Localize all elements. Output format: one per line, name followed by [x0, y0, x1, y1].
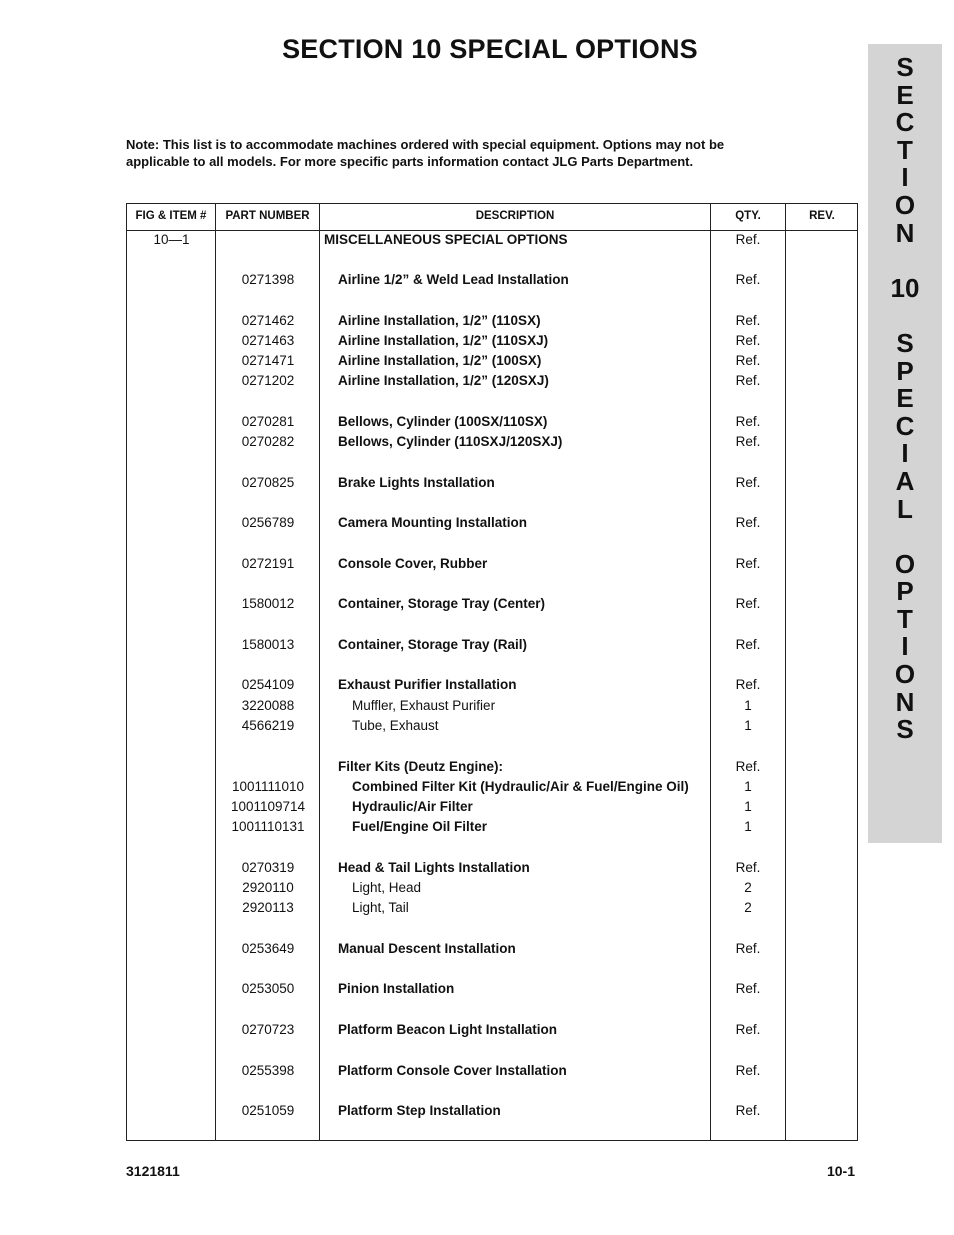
qty-cell: Ref. — [735, 1103, 761, 1118]
part-number-cell: 0270825 — [241, 475, 295, 490]
side-tab-char: S — [896, 52, 914, 82]
description-cell: Airline Installation, 1/2” (110SXJ) — [338, 333, 549, 348]
part-number-cell: 0271202 — [241, 373, 295, 388]
side-tab-char: O — [894, 189, 916, 220]
qty-cell: Ref. — [735, 272, 761, 287]
side-tab-char: T — [897, 603, 913, 634]
table-row — [127, 371, 857, 391]
qty-cell: Ref. — [735, 414, 761, 429]
table-row — [127, 554, 857, 574]
qty-cell: Ref. — [735, 1063, 761, 1078]
table-row — [127, 1061, 857, 1081]
table-row — [127, 797, 857, 817]
part-number-cell: 0270282 — [241, 434, 295, 449]
description-cell: Airline Installation, 1/2” (100SX) — [338, 353, 542, 368]
description-cell: Camera Mounting Installation — [338, 515, 528, 530]
fig-item-cell: 10—1 — [153, 232, 190, 247]
qty-cell: Ref. — [735, 981, 761, 996]
qty-cell: Ref. — [735, 556, 761, 571]
table-row — [127, 696, 857, 716]
description-cell: Fuel/Engine Oil Filter — [352, 819, 488, 834]
part-number-cell: 0271462 — [241, 313, 295, 328]
side-tab-char — [868, 302, 942, 330]
qty-cell: Ref. — [735, 333, 761, 348]
table-row — [127, 311, 857, 331]
description-cell: Pinion Installation — [338, 981, 455, 996]
part-number-cell: 0270319 — [241, 860, 295, 875]
part-number-cell: 4566219 — [241, 718, 295, 733]
part-number-cell: 1001111010 — [231, 779, 305, 794]
description-cell: Platform Console Cover Installation — [338, 1063, 567, 1078]
table-row — [127, 939, 857, 959]
table-row — [127, 675, 857, 695]
description-cell: Combined Filter Kit (Hydraulic/Air & Fuel/Engine Oil) — [352, 779, 689, 794]
description-cell: Light, Head — [352, 880, 422, 895]
description-cell: Head & Tail Lights Installation — [338, 860, 530, 875]
side-tab-char: S — [896, 327, 914, 358]
side-tab-char: C — [895, 410, 915, 441]
side-tab-char — [868, 523, 942, 551]
table-row — [127, 716, 857, 736]
description-cell: Airline 1/2” & Weld Lead Installation — [338, 272, 569, 287]
description-cell: Brake Lights Installation — [338, 475, 495, 490]
header-description: DESCRIPTION — [475, 210, 555, 222]
qty-cell: Ref. — [735, 941, 761, 956]
parts-table — [126, 203, 858, 1141]
document-number: 3121811 — [126, 1163, 180, 1179]
description-cell: Container, Storage Tray (Rail) — [338, 637, 528, 652]
description-cell: Filter Kits (Deutz Engine): — [338, 759, 503, 774]
qty-cell: Ref. — [735, 759, 761, 774]
part-number-cell: 0271398 — [241, 272, 295, 287]
side-tab-char: E — [896, 79, 914, 110]
part-number-cell: 0270723 — [241, 1022, 295, 1037]
qty-cell: Ref. — [735, 1022, 761, 1037]
side-tab-char: L — [897, 493, 913, 524]
side-tab-char: S — [896, 714, 914, 745]
qty-cell: Ref. — [735, 475, 761, 490]
table-row — [127, 777, 857, 797]
qty-cell: Ref. — [735, 313, 761, 328]
description-cell: MISCELLANEOUS SPECIAL OPTIONS — [324, 232, 568, 247]
qty-cell: Ref. — [735, 353, 761, 368]
side-tab-letters — [868, 54, 942, 744]
section-side-tab — [868, 44, 942, 843]
side-tab-char: A — [895, 465, 915, 496]
side-tab-char: I — [901, 162, 909, 193]
part-number-cell: 2920113 — [242, 900, 294, 915]
table-row — [127, 473, 857, 493]
table-row — [127, 230, 857, 250]
qty-cell: Ref. — [735, 596, 761, 611]
part-number-cell: 1001109714 — [230, 799, 306, 814]
part-number-cell: 0253649 — [241, 941, 295, 956]
note-text: Note: This list is to accommodate machines ordered with special equipment. Options may not be applicable to all models. For more specific parts information contact JLG Parts Department. — [126, 137, 725, 169]
table-row — [127, 817, 857, 837]
page-number: 10-1 — [826, 1163, 855, 1179]
header-qty: QTY. — [735, 210, 761, 222]
part-number-cell: 0256789 — [241, 515, 295, 530]
table-row — [127, 594, 857, 614]
description-cell: Muffler, Exhaust Purifier — [352, 698, 496, 713]
side-tab-char: O — [894, 548, 916, 579]
qty-cell: 1 — [744, 779, 752, 794]
description-cell: Light, Tail — [352, 900, 409, 915]
part-number-cell: 3220088 — [241, 698, 295, 713]
table-row — [127, 858, 857, 878]
description-cell: Manual Descent Installation — [338, 941, 516, 956]
header-fig: FIG & ITEM # — [135, 210, 207, 222]
side-tab-char: N — [895, 217, 915, 248]
description-cell: Airline Installation, 1/2” (110SX) — [338, 313, 541, 328]
table-row — [127, 979, 857, 999]
qty-cell: Ref. — [735, 373, 761, 388]
side-tab-char: N — [895, 686, 915, 717]
table-row — [127, 513, 857, 533]
qty-cell: Ref. — [735, 860, 761, 875]
side-tab-char: I — [901, 438, 909, 469]
table-row — [127, 412, 857, 432]
part-number-cell: 0271463 — [241, 333, 295, 348]
side-tab-char: O — [894, 659, 916, 690]
description-cell: Bellows, Cylinder (110SXJ/120SXJ) — [338, 434, 563, 449]
side-tab-char: 10 — [890, 272, 920, 303]
description-cell: Tube, Exhaust — [352, 718, 439, 733]
side-tab-char: T — [897, 134, 913, 165]
part-number-cell: 1580012 — [241, 596, 295, 611]
description-cell: Hydraulic/Air Filter — [352, 799, 473, 814]
side-tab-char: P — [896, 355, 914, 386]
part-number-cell: 1580013 — [241, 637, 295, 652]
header-rev: REV. — [809, 210, 835, 222]
description-cell: Bellows, Cylinder (100SX/110SX) — [338, 414, 548, 429]
part-number-cell: 0254109 — [241, 677, 295, 692]
description-cell: Console Cover, Rubber — [338, 556, 488, 571]
qty-cell: Ref. — [735, 637, 761, 652]
qty-cell: Ref. — [735, 232, 761, 247]
qty-cell: 1 — [744, 819, 752, 834]
table-row — [127, 757, 857, 777]
table-row — [127, 432, 857, 452]
description-cell: Exhaust Purifier Installation — [338, 677, 517, 692]
table-row — [127, 635, 857, 655]
side-tab-char: C — [895, 107, 915, 138]
qty-cell: 2 — [744, 880, 752, 895]
table-row — [127, 270, 857, 290]
side-tab-char: P — [896, 576, 914, 607]
table-row — [127, 878, 857, 898]
qty-cell: 1 — [744, 799, 752, 814]
page-title: SECTION 10 SPECIAL OPTIONS — [282, 34, 698, 64]
part-number-cell: 0272191 — [241, 556, 295, 571]
qty-cell: Ref. — [735, 515, 761, 530]
table-row — [127, 331, 857, 351]
qty-cell: Ref. — [735, 677, 761, 692]
table-row — [127, 1020, 857, 1040]
table-row — [127, 1101, 857, 1121]
side-tab-char: E — [896, 383, 914, 414]
part-number-cell: 1001110131 — [231, 819, 305, 834]
part-number-cell: 0255398 — [241, 1063, 295, 1078]
part-number-cell: 0270281 — [241, 414, 295, 429]
description-cell: Platform Beacon Light Installation — [338, 1022, 558, 1037]
description-cell: Platform Step Installation — [338, 1103, 501, 1118]
part-number-cell: 0251059 — [241, 1103, 295, 1118]
side-tab-char — [868, 247, 942, 275]
qty-cell: 1 — [744, 698, 752, 713]
table-row — [127, 351, 857, 371]
table-row — [127, 898, 857, 918]
description-cell: Container, Storage Tray (Center) — [338, 596, 546, 611]
description-cell: Airline Installation, 1/2” (120SXJ) — [338, 373, 549, 388]
qty-cell: 1 — [744, 718, 752, 733]
qty-cell: Ref. — [735, 434, 761, 449]
header-part-number: PART NUMBER — [225, 210, 310, 222]
part-number-cell: 2920110 — [242, 880, 294, 895]
part-number-cell: 0271471 — [241, 353, 295, 368]
part-number-cell: 0253050 — [241, 981, 295, 996]
qty-cell: 2 — [744, 900, 752, 915]
side-tab-char: I — [901, 631, 909, 662]
